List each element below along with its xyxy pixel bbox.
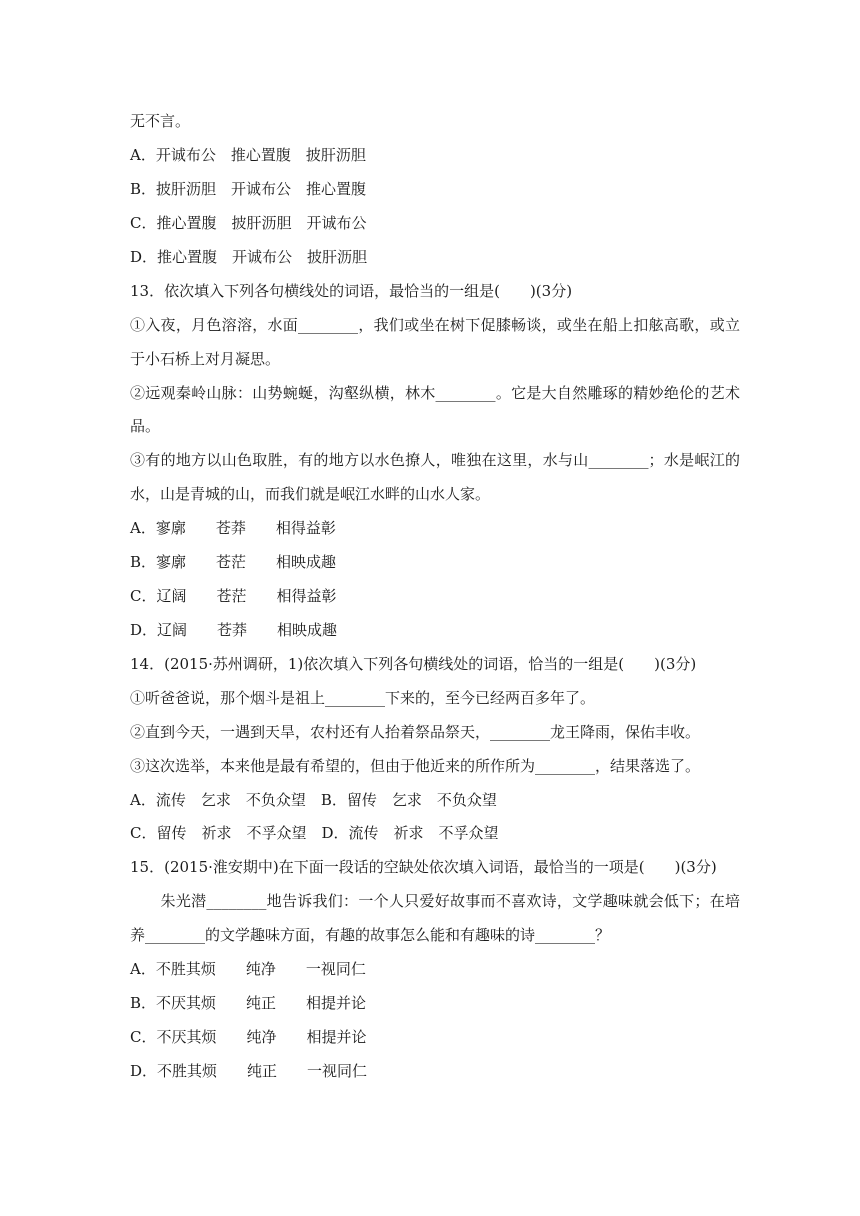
option-b: B．寥廓 苍茫 相映成趣 xyxy=(130,553,337,571)
sentence-3: ③有的地方以山色取胜，有的地方以水色撩人，唯独在这里，水与山________；水是岷江的 xyxy=(130,451,740,469)
sentence-1-cont: 于小石桥上对月凝思。 xyxy=(130,350,281,368)
option-b: B．披肝沥胆 开诚布公 推心置腹 xyxy=(130,180,367,198)
option-a: A．开诚布公 推心置腹 披肝沥胆 xyxy=(130,146,366,164)
question-13: 13．依次填入下列各句横线处的词语，最恰当的一组是( )(3分) xyxy=(130,282,573,300)
option-b: B．不厌其烦 纯正 相提并论 xyxy=(130,994,367,1012)
option-a: A．不胜其烦 纯净 一视同仁 xyxy=(130,960,366,978)
option-c: C．推心置腹 披肝沥胆 开诚布公 xyxy=(130,214,367,232)
question-15: 15．(2015·淮安期中)在下面一段话的空缺处依次填入词语，最恰当的一项是( )(3分) xyxy=(130,858,717,876)
text-line: 无不言。 xyxy=(130,112,191,130)
sentence-2: ②远观秦岭山脉：山势蜿蜒，沟壑纵横，林木________。它是大自然雕琢的精妙绝伦的艺术 xyxy=(130,384,740,402)
passage-line-1: 朱光潜________地告诉我们：一个人只爱好故事而不喜欢诗，文学趣味就会低下；在培 xyxy=(130,892,740,910)
option-d: D．不胜其烦 纯正 一视同仁 xyxy=(130,1062,368,1080)
sentence-2-cont: 品。 xyxy=(130,417,161,435)
option-c: C．辽阔 苍茫 相得益彰 xyxy=(130,587,337,605)
sentence-1: ①听爸爸说，那个烟斗是祖上________下来的，至今已经两百多年了。 xyxy=(130,689,596,707)
option-d: D．辽阔 苍莽 相映成趣 xyxy=(130,621,338,639)
sentence-3: ③这次选举，本来他是最有希望的，但由于他近来的所作所为________，结果落选了。 xyxy=(130,757,701,775)
passage-line-2: 养________的文学趣味方面，有趣的故事怎么能和有趣味的诗________？ xyxy=(130,926,611,944)
option-a: A．寥廓 苍莽 相得益彰 xyxy=(130,519,336,537)
options-ab: A．流传 乞求 不负众望 B．留传 乞求 不负众望 xyxy=(130,791,497,809)
sentence-1: ①入夜，月色溶溶，水面________，我们或坐在树下促膝畅谈，或坐在船上扣舷高歌，或立 xyxy=(130,316,740,334)
sentence-3-cont: 水，山是青城的山，而我们就是岷江水畔的山水人家。 xyxy=(130,485,491,503)
options-cd: C．留传 祈求 不孚众望 D．流传 祈求 不孚众望 xyxy=(130,824,499,842)
option-c: C．不厌其烦 纯净 相提并论 xyxy=(130,1028,367,1046)
question-14: 14．(2015·苏州调研，1)依次填入下列各句横线处的词语，恰当的一组是( )(3分) xyxy=(130,655,697,673)
option-d: D．推心置腹 开诚布公 披肝沥胆 xyxy=(130,248,368,266)
sentence-2: ②直到今天，一遇到天旱，农村还有人抬着祭品祭天，________龙王降雨，保佑丰收。 xyxy=(130,723,701,741)
